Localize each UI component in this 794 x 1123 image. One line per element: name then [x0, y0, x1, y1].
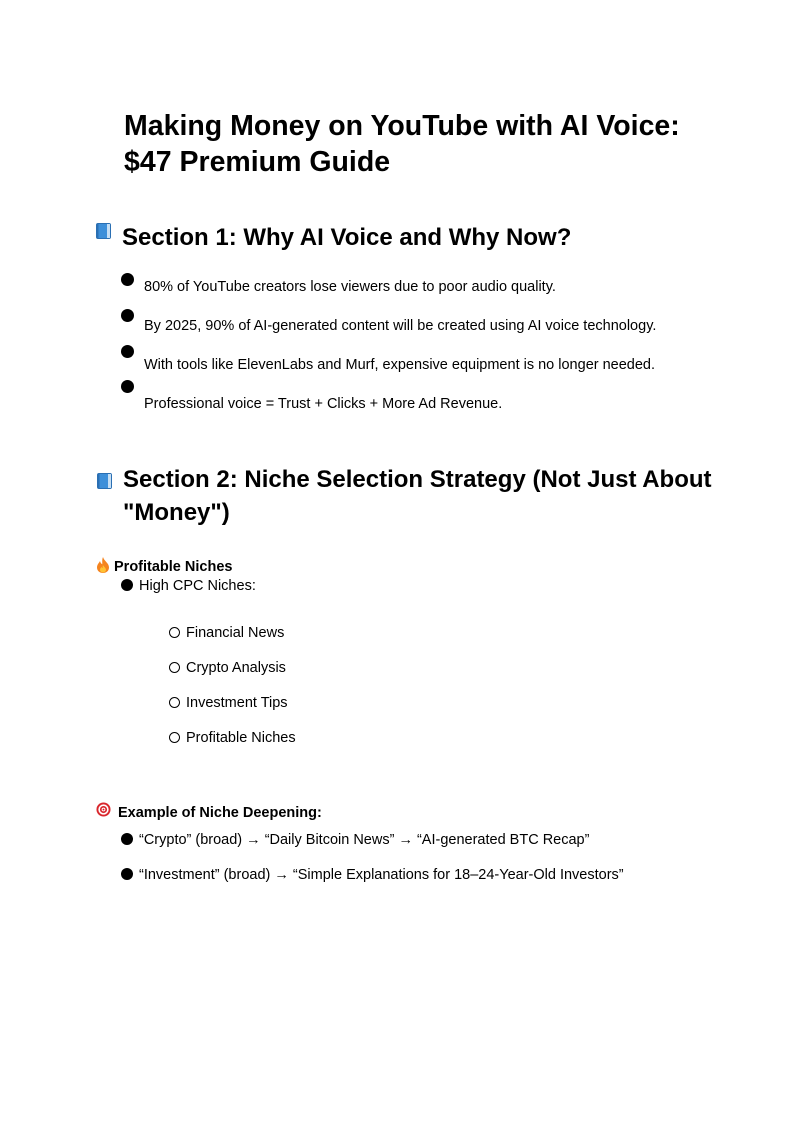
sub-item-text: Financial News: [186, 625, 285, 641]
bullet-dot: [121, 579, 133, 591]
list-item: [169, 659, 286, 677]
section-1-bullet-text: With tools like ElevenLabs and Murf, expensive equipment is no longer needed.: [144, 357, 656, 373]
list-item: [169, 624, 284, 642]
blue-book-icon: [97, 473, 112, 489]
bullet-dot: [121, 273, 134, 286]
bullet-dot: [121, 309, 134, 322]
sub-item-text: Profitable Niches: [186, 730, 296, 746]
list-item: [121, 831, 589, 849]
deepening-example-text: “Crypto” (broad) → “Daily Bitcoin News” → “AI-generated BTC Recap”: [139, 832, 590, 848]
open-circle-bullet: [169, 697, 180, 708]
list-item: [121, 866, 624, 884]
section-1-bullet-text: 80% of YouTube creators lose viewers due to poor audio quality.: [144, 279, 556, 295]
niche-deepening-label: Example of Niche Deepening:: [118, 805, 322, 821]
bullet-dot: [121, 345, 134, 358]
sub-item-text: Investment Tips: [186, 695, 288, 711]
profitable-niches-label: Profitable Niches: [114, 559, 233, 575]
bullet-dot: [121, 833, 133, 845]
section-2-heading: Section 2: Niche Selection Strategy (Not Just About "Money"): [123, 466, 712, 526]
bullet-dot: [121, 868, 133, 880]
high-cpc-niches-text: High CPC Niches:: [139, 578, 256, 594]
open-circle-bullet: [169, 732, 180, 743]
fire-icon: [96, 557, 110, 573]
sub-item-text: Crypto Analysis: [186, 660, 286, 676]
section-1-bullet-text: By 2025, 90% of AI-generated content will be created using AI voice technology.: [144, 318, 657, 334]
blue-book-icon: [96, 223, 111, 239]
list-item: [169, 729, 296, 747]
open-circle-bullet: [169, 662, 180, 673]
bullet-dot: [121, 380, 134, 393]
document-title: Making Money on YouTube with AI Voice: $47 Premium Guide: [124, 110, 680, 178]
open-circle-bullet: [169, 627, 180, 638]
list-item: [169, 694, 288, 712]
high-cpc-niches-item: [121, 577, 256, 595]
deepening-example-text: “Investment” (broad) → “Simple Explanations for 18–24-Year-Old Investors”: [139, 867, 624, 883]
section-1-heading: Section 1: Why AI Voice and Why Now?: [122, 224, 572, 251]
target-icon: [96, 802, 111, 817]
section-1-bullet-text: Professional voice = Trust + Clicks + More Ad Revenue.: [144, 396, 503, 412]
